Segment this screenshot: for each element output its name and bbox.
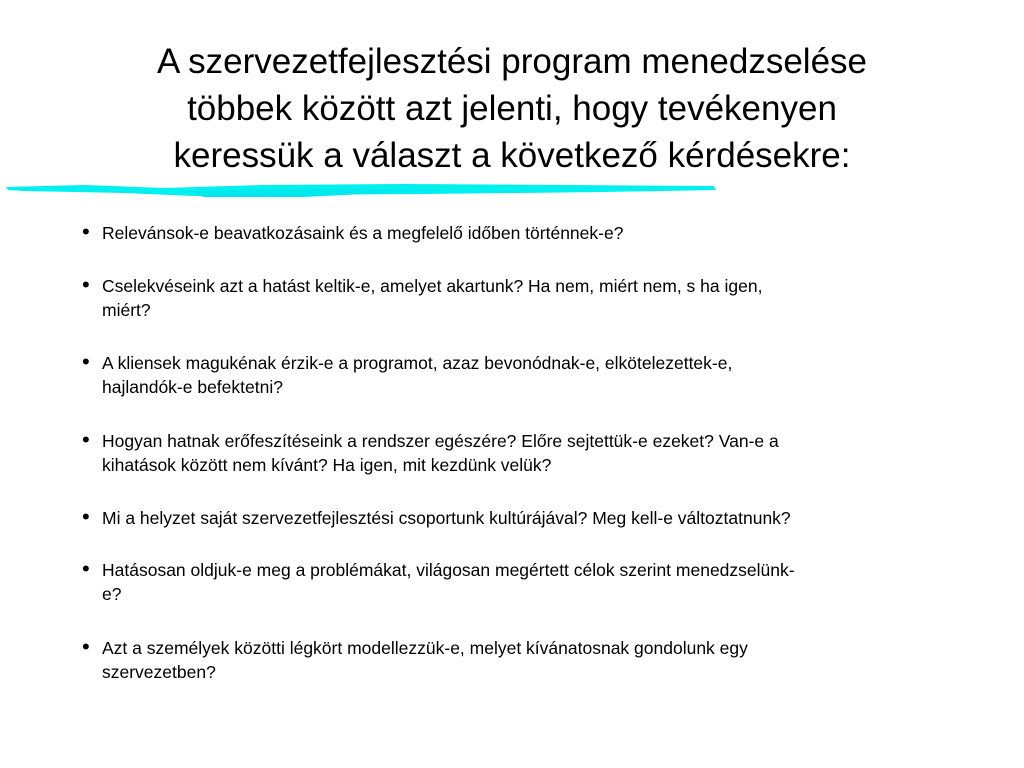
bullet-item [82,556,942,606]
bullet-icon: • [82,349,90,374]
bullet-icon: • [82,634,90,659]
bullet-item [82,272,942,322]
slide-title [60,38,964,179]
bullet-text: Cselekvéseink azt a hatást keltik-e, amelyet akartunk? Ha nem, miért nem, s ha igen, [102,276,763,296]
bullet-text: A kliensek magukénak érzik-e a programot, azaz bevonódnak-e, elkötelezettek-e, [102,353,733,373]
bullet-text: e? [102,584,122,604]
bullet-text: Relevánsok-e beavatkozásaink és a megfelelő időben történnek-e? [102,223,624,243]
bullet-text: Azt a személyek közötti légkört modellezzük-e, melyet kívánatosnak gondolunk egy [102,638,748,658]
bullet-icon: • [82,504,90,529]
bullet-text: Hogyan hatnak erőfeszítéseink a rendszer egészére? Előre sejtettük-e ezeket? Van-e a [102,431,779,451]
bullet-text: kihatások között nem kívánt? Ha igen, mit kezdünk velük? [102,455,552,475]
bullet-icon: • [82,272,90,297]
bullet-text: szervezetben? [102,662,216,682]
bullet-item [82,634,942,684]
bullet-text: hajlandók-e befektetni? [102,377,283,397]
bullet-text: Mi a helyzet saját szervezetfejlesztési csoportunk kultúrájával? Meg kell-e változtatnunk? [102,508,791,528]
bullet-item [82,427,942,477]
brush-stroke-divider [4,181,720,201]
bullet-icon: • [82,556,90,581]
title-line: A szervezetfejlesztési program menedzselése [156,42,868,81]
bullet-item [82,504,942,530]
bullet-text: Hatásosan oldjuk-e meg a problémákat, világosan megértett célok szerint menedzselünk- [102,560,795,580]
bullet-item [82,349,942,399]
bullet-icon: • [82,219,90,244]
bullet-icon: • [82,427,90,452]
bullet-text: miért? [102,300,151,320]
bullet-item [82,219,942,245]
title-line: többek között azt jelenti, hogy tevékenyen [187,89,837,128]
title-line: keressük a választ a következő kérdésekre: [173,136,851,175]
